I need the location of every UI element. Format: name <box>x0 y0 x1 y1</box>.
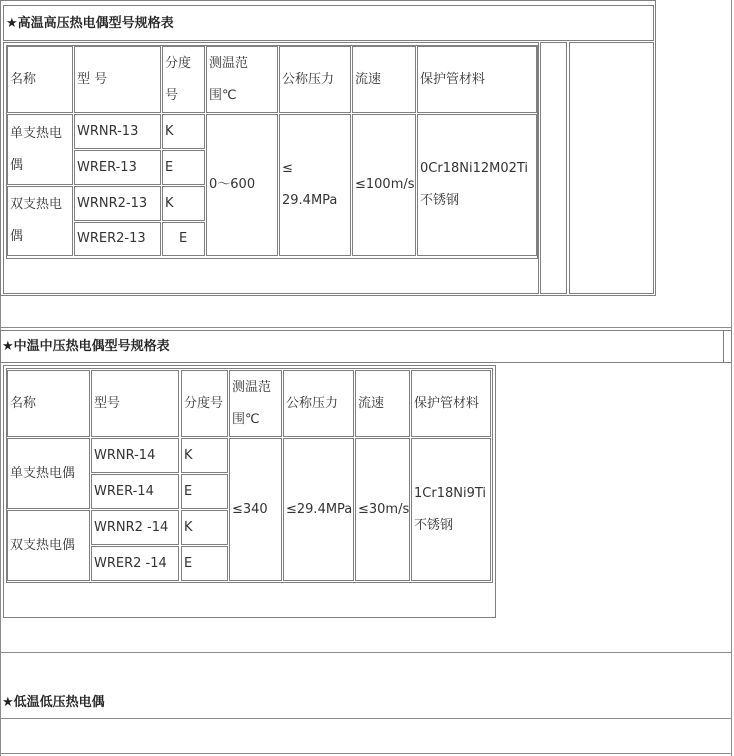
s2-model-4: WRER2 -14 <box>91 546 179 581</box>
s1-name-single: 单支热电偶 <box>7 114 73 185</box>
s1-code-4: E <box>162 222 205 256</box>
s2-header-model: 型号 <box>91 370 179 437</box>
row-divider-1 <box>0 327 732 328</box>
s1-code-3: K <box>162 186 205 221</box>
s1-model-4: WRER2-13 <box>74 222 161 256</box>
outer-border-right <box>731 0 732 756</box>
s2-code-4: E <box>181 546 228 581</box>
section1-title: ★高温高压热电偶型号规格表 <box>6 16 174 31</box>
s2-model-2: WRER-14 <box>91 474 179 509</box>
s1-header-material: 保护管材料 <box>417 46 537 113</box>
s1-header-code: 分度号 <box>162 46 205 113</box>
row-divider-4 <box>0 753 732 754</box>
s1-header-model: 型 号 <box>74 46 161 113</box>
s2-speed: ≤30m/s <box>355 438 410 581</box>
s1-pressure: ≤ 29.4MPa <box>279 114 351 256</box>
s1-model-2: WRER-13 <box>74 150 161 185</box>
row-divider-3 <box>0 718 732 719</box>
section2-title-side <box>723 330 732 363</box>
s1-range: 0～600 <box>206 114 278 256</box>
s2-header-pressure: 公称压力 <box>283 370 354 437</box>
s1-material: 0Cr18Ni12M02Ti 不锈钢 <box>417 114 537 256</box>
s2-header-speed: 流速 <box>355 370 410 437</box>
s1-header-pressure: 公称压力 <box>279 46 351 113</box>
s1-code-1: K <box>162 114 205 149</box>
s2-name-double: 双支热电偶 <box>7 510 90 581</box>
s1-header-speed: 流速 <box>352 46 416 113</box>
s2-model-1: WRNR-14 <box>91 438 179 473</box>
s1-name-double: 双支热电偶 <box>7 186 73 256</box>
s2-code-1: K <box>181 438 228 473</box>
s2-header-code: 分度号 <box>181 370 228 437</box>
s1-model-3: WRNR2-13 <box>74 186 161 221</box>
section2-title: ★中温中压热电偶型号规格表 <box>2 339 170 354</box>
s2-header-material: 保护管材料 <box>411 370 491 437</box>
section1-empty-cell-a <box>540 42 567 294</box>
s2-material: 1Cr18Ni9Ti 不锈钢 <box>411 438 491 581</box>
s2-range: ≤340 <box>229 438 282 581</box>
s1-header-name: 名称 <box>7 46 73 113</box>
s2-code-2: E <box>181 474 228 509</box>
s2-code-3: K <box>181 510 228 545</box>
s2-pressure: ≤29.4MPa <box>283 438 354 581</box>
s1-header-range: 测温范围℃ <box>206 46 278 113</box>
s2-header-name: 名称 <box>7 370 90 437</box>
s2-name-single: 单支热电偶 <box>7 438 90 509</box>
s1-speed: ≤100m/s <box>352 114 416 256</box>
row-divider-2 <box>0 652 732 653</box>
s1-code-2: E <box>162 150 205 185</box>
s1-model-1: WRNR-13 <box>74 114 161 149</box>
section1-empty-cell-b <box>569 42 654 294</box>
section3-title: ★低温低压热电偶 <box>2 695 105 710</box>
s2-model-3: WRNR2 -14 <box>91 510 179 545</box>
s2-header-range: 测温范围℃ <box>229 370 282 437</box>
